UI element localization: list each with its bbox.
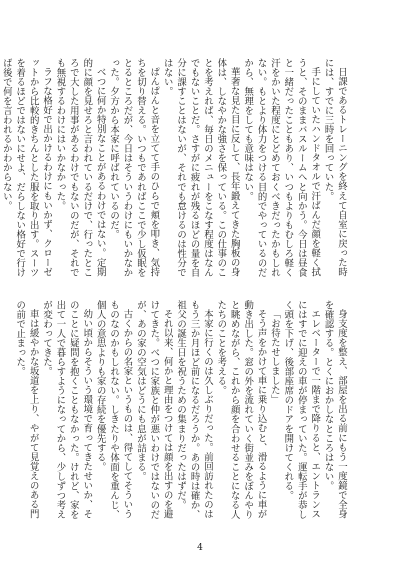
paragraph: エレベーターで一階まで降りると、エントランスにはすでに迎えの車が停まっていた。運転手が恭しく頭を下げ、後部座席のドアを開けてくれる。: [282, 300, 321, 520]
paragraph: 身支度を整え、部屋を出る前にもう一度鏡で全身を確認する。とくにおかしなところはない。: [322, 300, 347, 520]
paragraph: 日課であるトレーニングを終えて自室に戻った時には、すでに三時を回っていた。: [322, 58, 347, 278]
page-number: 4: [197, 543, 203, 553]
paragraph: 本家に行くのは久しぶりだった。前回訪れたのはもう三か月ほど前になるだろうか。あの時は確か、祖父の誕生日を祝うための集まりだったはずだ。: [175, 300, 213, 520]
paragraph: 手にしていたハンドタオルで汗ばんだ顔を軽く拭うと、そのままバスルームへと向かう。今日は昼食と一緒だったこともあり、いつもよりもむしろ軽く汗をかいた程度にとどめておくべきだったかもしれない。もとより体力をつける目的でやっているのだから、無理をしても意味はない。: [242, 58, 321, 278]
paragraph: 幼い頃からそういう環境で育ってきたせいか、そのことに疑問を抱くこともなかった。けれど、家を出て一人で暮らすようになってから、少しずつ考えが変わってきた。: [41, 300, 93, 520]
paragraph: 「お待たせしました」: [268, 309, 280, 405]
upper-text-block: [0, 58, 348, 283]
paragraph: ぱんぱんと音を立てて手のひらで頬を叩き、気持ちを切り替える。いつもであればここで少し仮眠をとるところだが、今日はそういうわけにもいかなかった。夕方から本家に呼ばれているのだ。: [108, 58, 160, 278]
paragraph: 古くからの名家というものは、得てしてそういうものなのかもしれない。しきたりや体面を重んじ、個人の意思よりも家の存続を優先する。: [94, 300, 133, 520]
paragraph: 車は緩やかな坂道を上り、やがて見覚えのある門の前で止まった。: [14, 300, 39, 520]
paragraph: それ以来、何かと理由をつけては顔を出すのを避けてきた。べつに家族と仲が悪いわけではないのだが、あの家の空気はどうにも息が詰まる。: [134, 300, 173, 520]
paragraph: べつに何か特別なことがあるわけではない。定期的に顔を見せろと言われているだけで、行ったところで大した用事があるわけでもないのだが、それでも無視するわけにはいかなかった。: [54, 58, 106, 278]
paragraph: 華奢な見た目に反して、長年鍛えてきた胸板の身体は、しなやかな強さを保っている。この仕事のことを考えれば、毎日のメニューをこなす程度はなんでもないことだ。さすがに疲れが残るほどの量を自分に課すことはないが、それでも怠けるのは性分ではない。: [161, 58, 240, 278]
paragraph: ラフな格好で出かけるわけにもいかず、クローゼットから比較的きちんとした服を取り出す。スーツを着るほどではないにせよ、だらしない格好で行けば後で何を言われるかわからない。: [0, 58, 53, 278]
paragraph: そう声をかけて車に乗り込むと、滑るように車が動き出した。窓の外を流れていく街並みをぼんやりと眺めながら、これから顔を合わせることになる人たちのことを考える。: [215, 300, 267, 520]
lower-text-block: [14, 300, 348, 525]
